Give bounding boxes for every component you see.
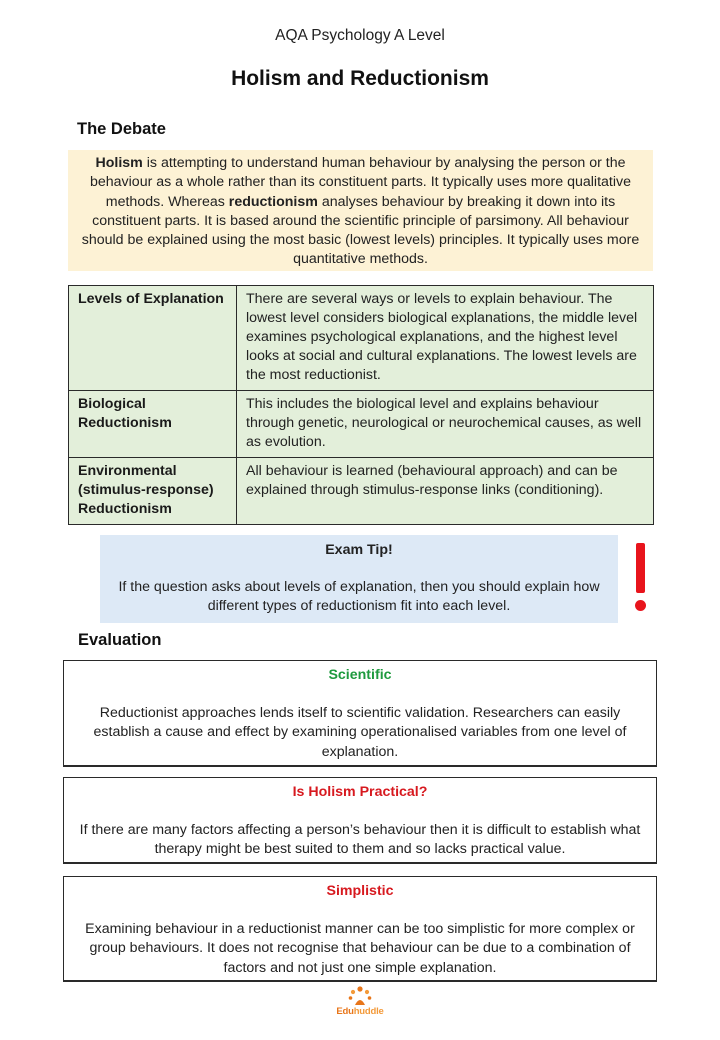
logo-people-icon — [348, 986, 372, 1006]
evaluation-point — [63, 777, 657, 864]
reductionism-definition: analyses behaviour by breaking it down into its constituent parts. It is based around the scientific principle of parsimony. All behaviour should be explained using the most basic (lowest levels) principles. It typically uses more quantitative methods. — [81, 193, 640, 268]
table-term: Biological Reductionism — [69, 391, 237, 458]
table-description: This includes the biological level and explains behaviour through genetic, neurological or neurochemical causes, as well as evolution. — [237, 391, 654, 458]
evaluation-point-text: Reductionist approaches lends itself to scientific validation. Researchers can easily establish a cause and effect by examining operationalised variables from one level of explanation. — [93, 705, 627, 760]
table-row — [69, 458, 654, 525]
reductionism-term: reductionism — [228, 193, 318, 210]
evaluation-heading: Evaluation — [78, 631, 162, 649]
table-row — [69, 391, 654, 458]
subject-label: AQA Psychology A Level — [275, 27, 445, 44]
exam-tip-box — [100, 535, 618, 623]
table-term: Levels of Explanation — [69, 286, 237, 391]
eduhuddle-logo — [325, 986, 395, 1020]
exam-tip-title: Exam Tip! — [325, 542, 393, 558]
table-description: There are several ways or levels to explain behaviour. The lowest level considers biological explanations, the middle level examines psychological explanations, and the highest level looks at social and cultural explanations. The lowest levels are the most reductionist. — [237, 286, 654, 391]
evaluation-point-title: Is Holism Practical? — [292, 784, 428, 800]
debate-definition-box — [68, 150, 653, 271]
holism-definition: is attempting to understand human behaviour by analysing the person or the behaviour as a whole rather than its constituent parts. It typically uses more qualitative methods. Whereas — [90, 155, 631, 210]
holism-term: Holism — [95, 155, 143, 171]
logo-wordmark: Eduhuddle — [336, 1006, 384, 1017]
evaluation-point-text: Examining behaviour in a reductionist manner can be too simplistic for more complex or group behaviours. It does not recognise that behaviour can be due to a combination of factors and not just one simple explanation. — [85, 921, 635, 976]
exclamation-icon — [632, 543, 650, 613]
table-term: Environmental (stimulus-response) Reductionism — [69, 458, 237, 525]
table-row — [69, 286, 654, 391]
table-description: All behaviour is learned (behavioural approach) and can be explained through stimulus-response links (conditioning). — [237, 458, 654, 525]
evaluation-point-title: Simplistic — [326, 883, 394, 899]
debate-heading: The Debate — [77, 120, 166, 138]
page-title: Holism and Reductionism — [231, 67, 489, 90]
evaluation-point-title: Scientific — [328, 667, 392, 683]
evaluation-point-text: If there are many factors affecting a person’s behaviour then it is difficult to establish what therapy might be best suited to them and so lacks practical value. — [79, 822, 641, 858]
evaluation-point — [63, 660, 657, 767]
levels-table — [68, 285, 654, 525]
evaluation-point — [63, 876, 657, 982]
exam-tip-text: If the question asks about levels of explanation, then you should explain how different types of reductionism fit into each level. — [118, 579, 600, 615]
